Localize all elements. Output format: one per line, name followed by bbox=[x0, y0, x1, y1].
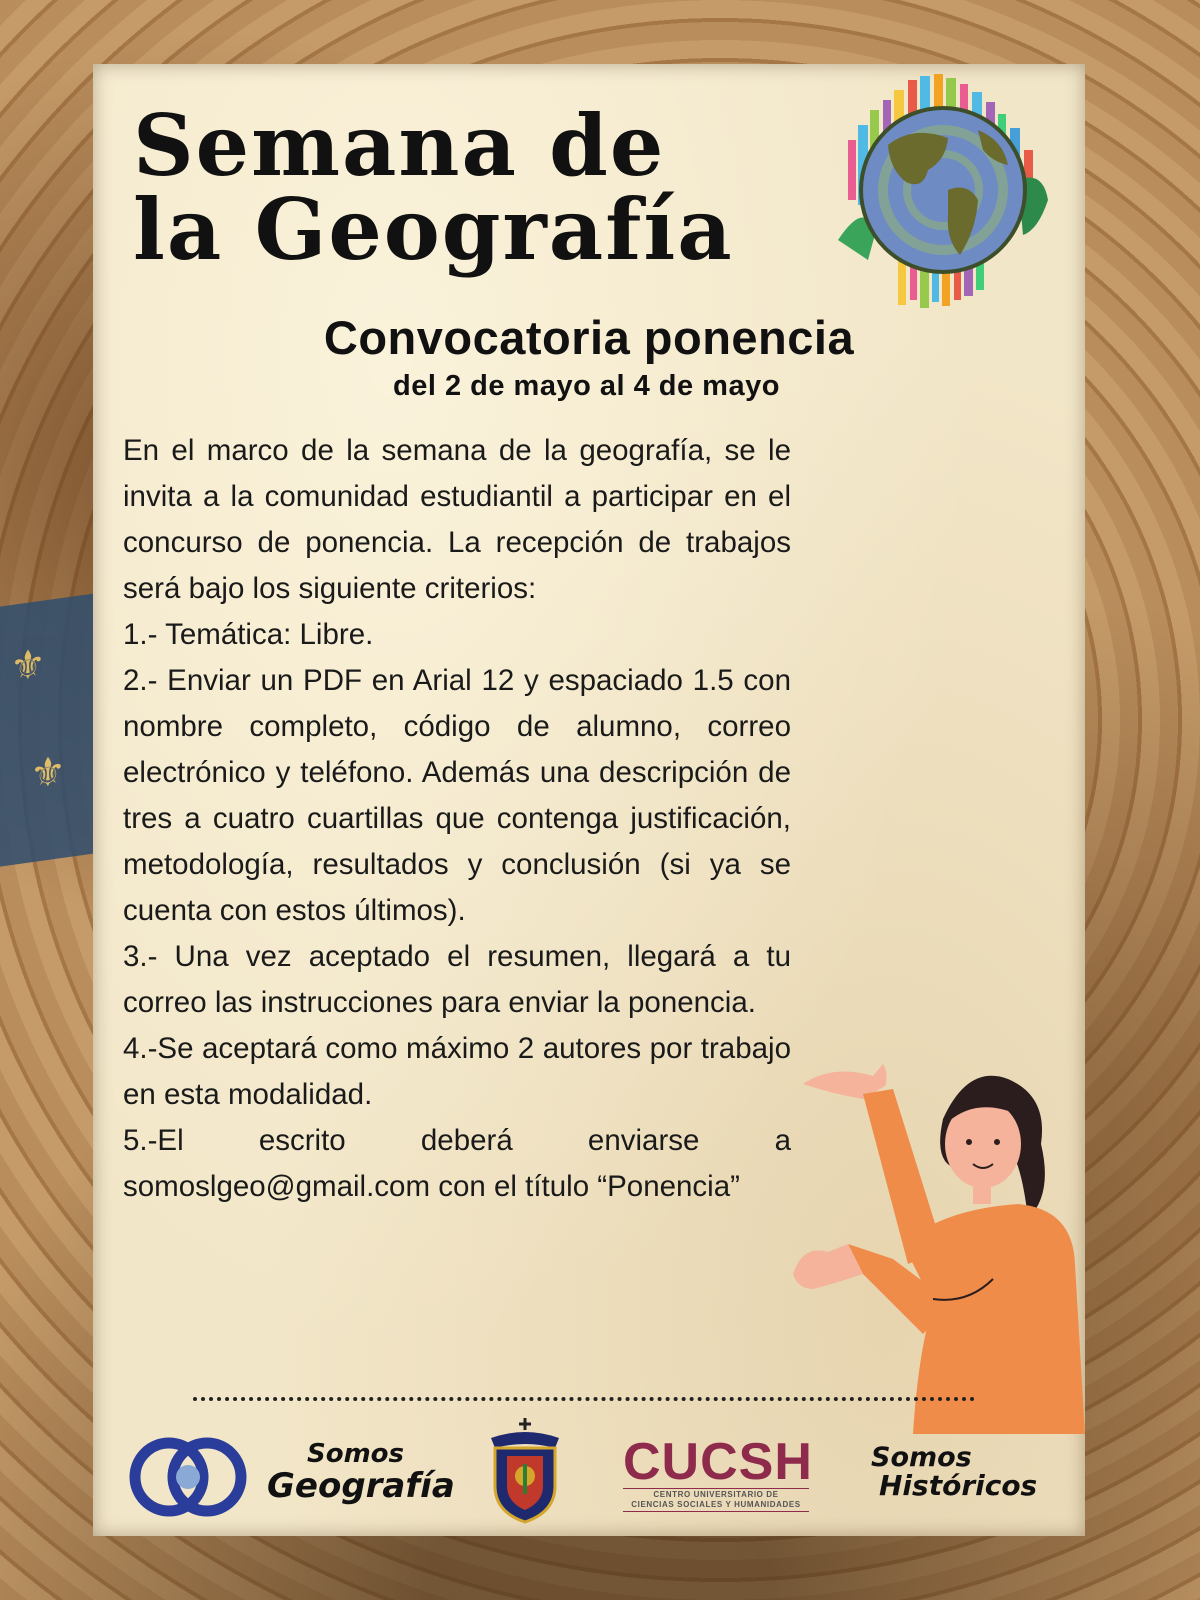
cucsh-logo bbox=[623, 1433, 813, 1512]
call-subtitle: Convocatoria ponencia bbox=[323, 311, 855, 364]
footer-divider bbox=[193, 1397, 975, 1401]
event-dates: del 2 de mayo al 4 de mayo bbox=[393, 370, 780, 402]
intro-paragraph: En el marco de la semana de la geografía, se le invita a la comunidad estudiantil a participar en el concurso de ponencia. La recepción de trabajos será bajo los siguiente criterios: bbox=[123, 434, 791, 605]
cucsh-line2: CIENCIAS SOCIALES Y HUMANIDADES bbox=[631, 1500, 801, 1509]
somos-historicos-line1: Somos bbox=[871, 1442, 972, 1473]
criterion-3: 3.- Una vez aceptado el resumen, llegará a tu correo las instrucciones para enviar la ponencia. bbox=[123, 940, 791, 1019]
criterion-2: 2.- Enviar un PDF en Arial 12 y espaciado 1.5 con nombre completo, código de alumno, correo electrónico y teléfono. Además una descripción de tres a cuatro cuartillas que contenga justificación, metodología, resultados y conclusión (si ya se cuenta con estos últimos). bbox=[123, 664, 791, 927]
somos-historicos-logo bbox=[871, 1444, 1037, 1500]
background-map-detail bbox=[0, 593, 95, 866]
somos-geografia-line2: Geografía bbox=[267, 1466, 455, 1506]
poster-paper bbox=[93, 64, 1085, 1536]
somos-geografia-logo bbox=[267, 1438, 455, 1506]
criterion-4: 4.-Se aceptará como máximo 2 autores por trabajo en esta modalidad. bbox=[123, 1032, 791, 1111]
universidad-de-guadalajara-crest-icon bbox=[483, 1416, 567, 1524]
title-line-2: la Geografía bbox=[133, 180, 734, 279]
poster-title bbox=[133, 96, 734, 279]
somos-geografia-emblem-icon bbox=[129, 1432, 247, 1522]
title-line-1: Semana de bbox=[133, 96, 666, 195]
somos-geografia-line1: Somos bbox=[307, 1439, 405, 1469]
cucsh-name: CUCSH bbox=[623, 1433, 813, 1491]
fleur-de-lis-icon: ⚜ bbox=[30, 747, 66, 799]
criterion-5: 5.-El escrito deberá enviarse a somoslgeo@gmail.com con el título “Ponencia” bbox=[123, 1124, 791, 1203]
call-body bbox=[123, 428, 791, 1210]
fleur-de-lis-icon: ⚜ bbox=[10, 640, 46, 692]
cucsh-line1: CENTRO UNIVERSITARIO DE bbox=[653, 1490, 779, 1499]
somos-historicos-line2: Históricos bbox=[879, 1469, 1038, 1502]
presenter-woman-illustration-icon bbox=[793, 1004, 1085, 1434]
criterion-1: 1.- Temática: Libre. bbox=[123, 618, 374, 651]
sponsor-logos bbox=[123, 1414, 1063, 1524]
globe-city-illustration-icon bbox=[828, 70, 1058, 310]
